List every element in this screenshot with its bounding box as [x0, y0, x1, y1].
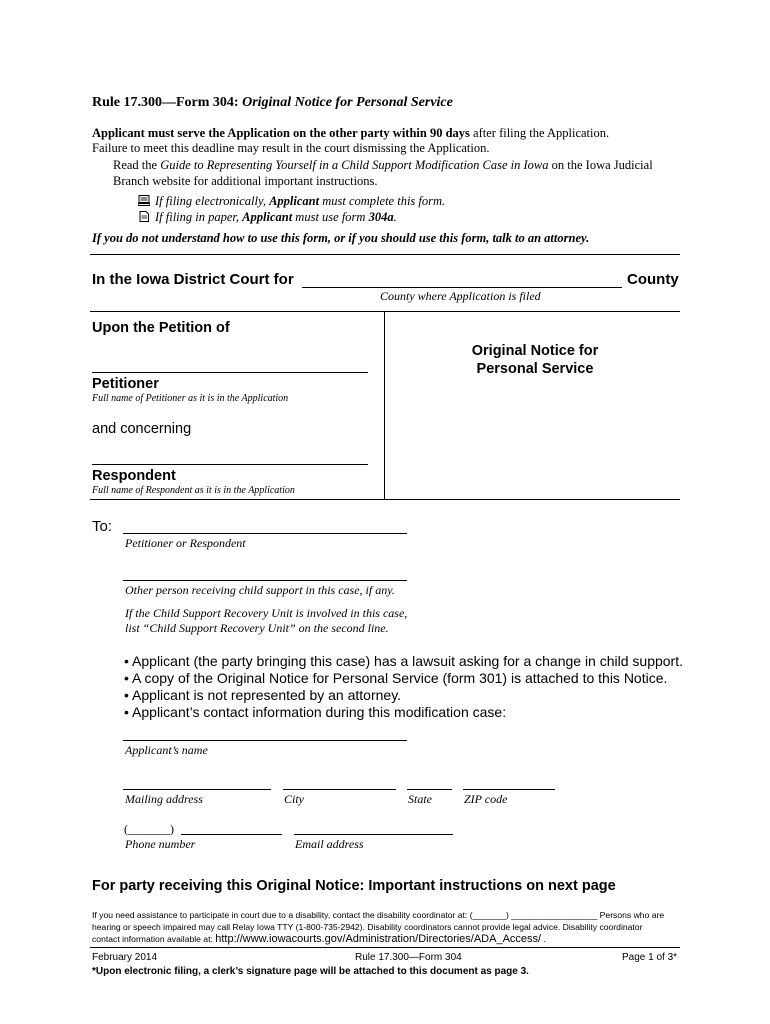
disability-line-2: hearing or speech impaired may call Relay Iowa TTY (1-800-735-2942). Disability coordinators cannot provide legal advice. Disability coordinator	[92, 922, 643, 932]
state-caption: State	[408, 792, 432, 806]
notice-title-line-2: Personal Service	[476, 361, 594, 377]
instruction-line-4: Branch website for additional important instructions.	[113, 174, 378, 188]
read-pre: Read the	[113, 158, 161, 172]
deadline-bold: Applicant must serve the Application on the other party within 90 days	[92, 126, 470, 140]
disability-line-1: If you need assistance to participate in court due to a disability, contact the disability coordinator at: (_______) __________________ Persons who are	[92, 910, 665, 920]
deadline-rest: after filing the Application.	[469, 126, 610, 140]
state-input-line[interactable]	[407, 789, 452, 790]
attorney-note: If you do not understand how to use this form, or if you should use this form, talk to an attorney.	[92, 231, 590, 245]
instruction-line-2: Failure to meet this deadline may result in the court dismissing the Application.	[92, 141, 490, 155]
computer-icon	[138, 195, 150, 206]
form-title	[92, 95, 453, 111]
footer-form: Rule 17.300—Form 304	[355, 952, 462, 963]
document-icon	[138, 211, 150, 222]
to-input-line-2[interactable]	[123, 580, 407, 581]
applicant-name-caption: Applicant’s name	[125, 743, 208, 757]
divider-footer	[90, 947, 680, 948]
ada-access-link[interactable]: http://www.iowacourts.gov/Administration/Directories/ADA_Access/	[215, 933, 542, 945]
paper-end: .	[393, 210, 397, 224]
phone-caption: Phone number	[125, 837, 196, 851]
county-label: County	[627, 271, 679, 288]
to-input-line-1[interactable]	[123, 533, 407, 534]
bullet-2: • A copy of the Original Notice for Personal Service (form 301) is attached to this Notice.	[124, 670, 668, 686]
footer-note: *Upon electronic filing, a clerk’s signature page will be attached to this document as page 3.	[92, 966, 529, 977]
rule-prefix: Rule 17.300—Form 304:	[92, 95, 243, 110]
guide-title: Guide to Representing Yourself in a Child Support Modification Case in Iowa	[160, 158, 549, 172]
email-caption: Email address	[295, 837, 364, 851]
upon-petition-label: Upon the Petition of	[92, 320, 230, 336]
court-label: In the Iowa District Court for	[92, 271, 294, 288]
and-concerning-label: and concerning	[92, 421, 192, 437]
bullet-2-text: A copy of the Original Notice for Personal Service (form 301) is attached to this Notice.	[132, 670, 668, 686]
instruction-line-1	[92, 126, 609, 141]
csru-note-line-2: list “Child Support Recovery Unit” on the second line.	[125, 621, 389, 635]
paper-applicant: Applicant	[242, 210, 293, 224]
electronic-applicant: Applicant	[269, 194, 320, 208]
bullet-1-text: Applicant (the party bringing this case) has a lawsuit asking for a change in child support.	[132, 653, 684, 669]
petitioner-label: Petitioner	[92, 376, 159, 392]
important-instructions-heading: For party receiving this Original Notice: Important instructions on next page	[92, 878, 616, 894]
paper-mid: must use form	[292, 210, 369, 224]
paper-form-number: 304a	[368, 210, 394, 224]
disability-contact-end: .	[541, 934, 546, 944]
email-input-line[interactable]	[294, 834, 453, 835]
csru-note-line-1: If the Child Support Recovery Unit is involved in this case,	[125, 606, 408, 620]
county-input-line[interactable]	[302, 287, 622, 288]
paper-pre: If filing in paper,	[155, 210, 243, 224]
divider-top	[90, 254, 680, 255]
petitioner-caption: Full name of Petitioner as it is in the Application	[92, 393, 289, 404]
to-line-2-caption: Other person receiving child support in this case, if any.	[125, 583, 395, 597]
to-line-1-caption: Petitioner or Respondent	[125, 536, 246, 550]
mailing-address-caption: Mailing address	[125, 792, 203, 806]
respondent-caption: Full name of Respondent as it is in the Application	[92, 485, 295, 496]
phone-area-code-blank[interactable]: (_______)	[124, 822, 174, 836]
disability-contact-pre: contact information available at:	[92, 934, 216, 944]
electronic-instruction	[138, 194, 445, 209]
rule-title: Original Notice for Personal Service	[242, 95, 453, 110]
applicant-name-input-line[interactable]	[123, 740, 407, 741]
mailing-address-input-line[interactable]	[123, 789, 271, 790]
bullet-3-text: Applicant is not represented by an attorney.	[132, 687, 402, 703]
city-input-line[interactable]	[283, 789, 396, 790]
zip-input-line[interactable]	[463, 789, 555, 790]
divider-caption-top	[90, 311, 680, 312]
disability-line-3	[92, 933, 546, 945]
paper-instruction	[138, 210, 397, 225]
read-post: on the Iowa Judicial	[548, 158, 653, 172]
to-label: To:	[92, 518, 113, 535]
bullet-4-text: Applicant’s contact information during this modification case:	[132, 704, 507, 720]
notice-title-line-1: Original Notice for	[471, 343, 599, 359]
caption-divider	[384, 311, 385, 499]
bullet-3: • Applicant is not represented by an attorney.	[124, 687, 402, 703]
footer-date: February 2014	[92, 952, 158, 963]
instruction-line-3	[113, 158, 653, 173]
divider-caption-bottom	[90, 499, 680, 500]
electronic-pre: If filing electronically,	[155, 194, 270, 208]
county-caption: County where Application is filed	[380, 289, 541, 303]
zip-caption: ZIP code	[464, 792, 508, 806]
electronic-post: must complete this form.	[319, 194, 446, 208]
footer-page: Page 1 of 3*	[622, 952, 678, 963]
phone-input-line[interactable]	[181, 834, 282, 835]
respondent-label: Respondent	[92, 468, 176, 484]
bullet-4: • Applicant’s contact information during this modification case:	[124, 704, 507, 720]
city-caption: City	[284, 792, 304, 806]
petitioner-input-line[interactable]	[92, 372, 368, 373]
respondent-input-line[interactable]	[92, 464, 368, 465]
bullet-1: • Applicant (the party bringing this case) has a lawsuit asking for a change in child support.	[124, 653, 684, 669]
